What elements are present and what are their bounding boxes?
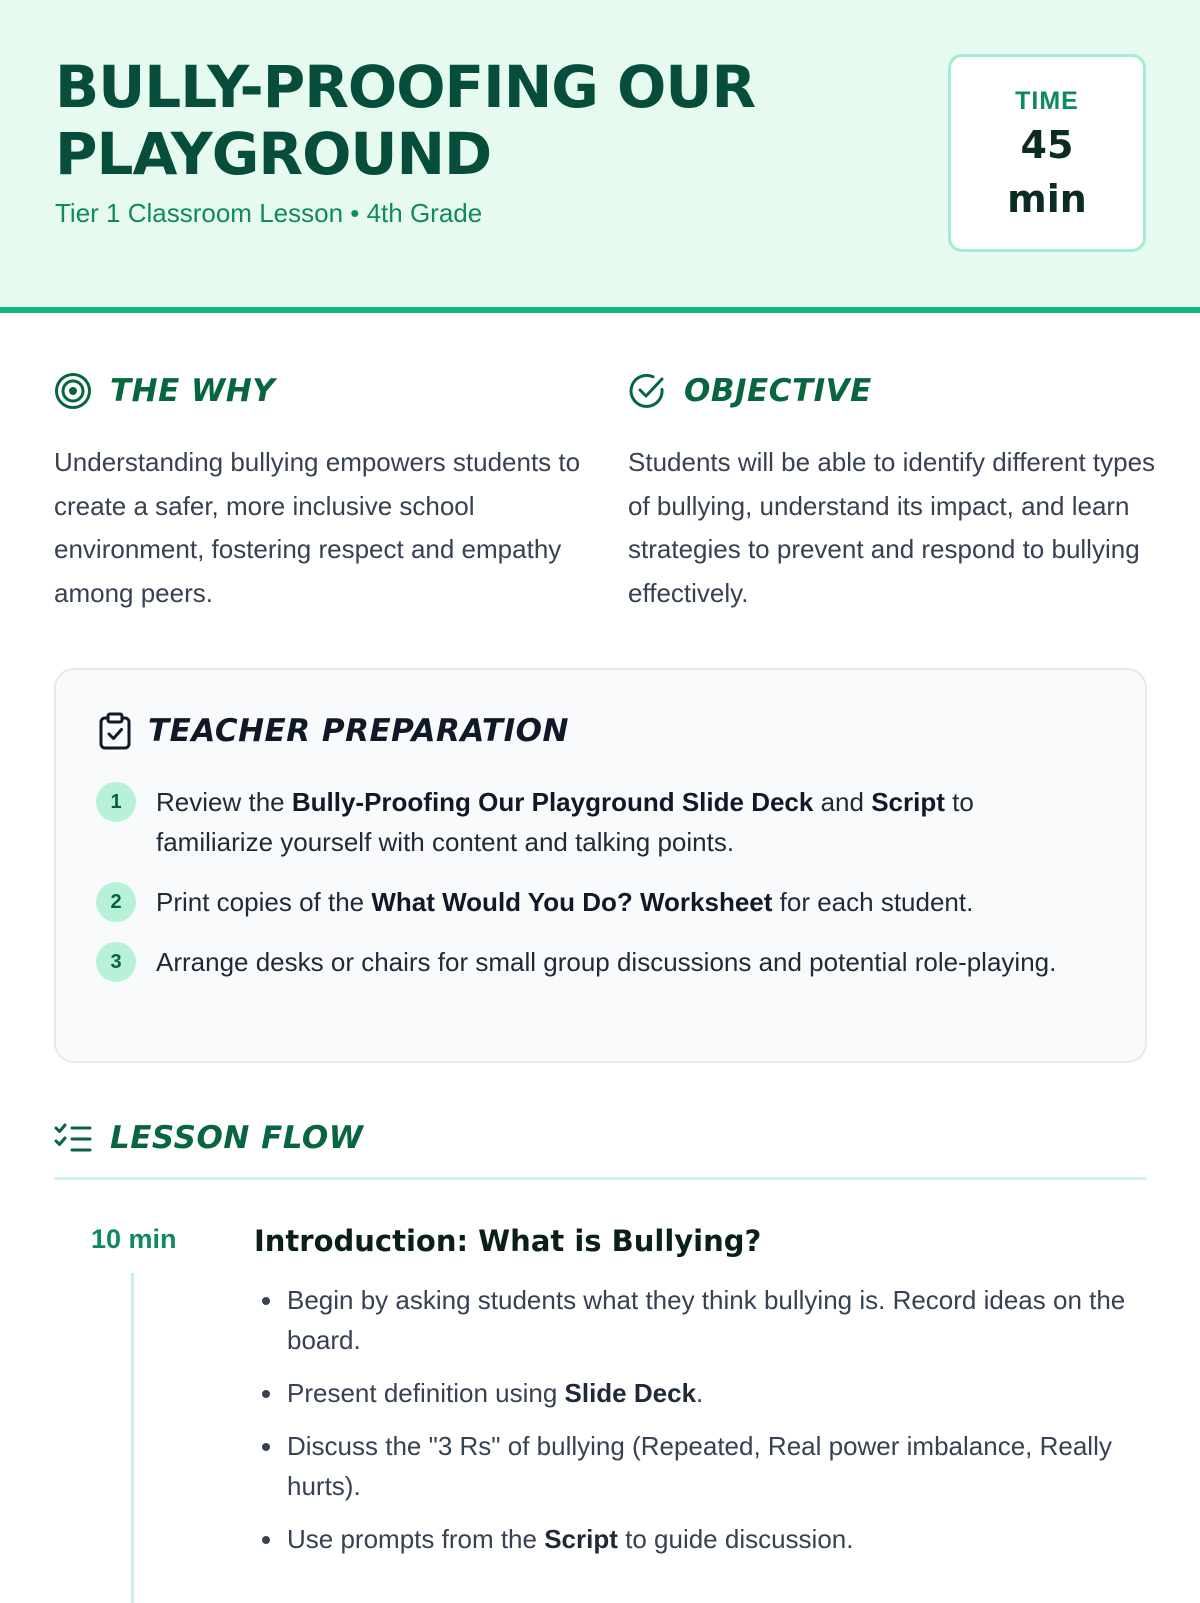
step-text: Print copies of the What Would You Do? Worksheet for each student.	[156, 887, 974, 917]
timeline-line	[131, 1273, 134, 1603]
time-value-number: 45	[1020, 123, 1074, 167]
list-item: Discuss the "3 Rs" of bullying (Repeated, Real power imbalance, Really hurts).	[262, 1426, 1142, 1506]
objective-text: Students will be able to identify different types of bullying, understand its impact, and learn strategies to prevent and respond to bullying effectively.	[628, 447, 1156, 608]
step-text: Arrange desks or chairs for small group discussions and potential role-playing.	[156, 947, 1057, 977]
step-number: 1	[96, 782, 136, 822]
lesson-header	[0, 0, 1200, 313]
title-line-1: BULLY-PROOFING OUR	[55, 53, 756, 121]
lesson-subtitle: Tier 1 Classroom Lesson • 4th Grade	[55, 198, 483, 228]
page-title	[55, 54, 855, 188]
list-item: Present definition using Slide Deck.	[262, 1373, 1142, 1413]
flow-step-bullets	[262, 1280, 1142, 1572]
target-icon	[54, 372, 92, 410]
preparation-step	[96, 782, 1086, 862]
time-value-unit: min	[1007, 177, 1087, 221]
why-title: THE WHY	[110, 373, 276, 409]
lesson-flow-title: LESSON FLOW	[110, 1120, 364, 1156]
check-circle-icon	[628, 372, 666, 410]
time-badge	[948, 54, 1146, 252]
section-divider	[54, 1177, 1147, 1180]
clipboard-check-icon	[98, 712, 132, 750]
preparation-title: TEACHER PREPARATION	[148, 713, 569, 749]
why-text: Understanding bullying empowers students to create a safer, more inclusive school environment, fostering respect and empathy among peers.	[54, 447, 581, 608]
flow-step-title: Introduction: What is Bullying?	[254, 1224, 762, 1258]
step-number: 3	[96, 942, 136, 982]
preparation-heading	[98, 712, 569, 750]
lesson-flow-heading	[54, 1120, 363, 1156]
step-text: Review the Bully-Proofing Our Playground Slide Deck and Script to familiarize yourself with content and talking points.	[156, 787, 974, 857]
list-item: Use prompts from the Script to guide discussion.	[262, 1519, 1142, 1559]
time-value	[951, 118, 1143, 226]
title-line-2: PLAYGROUND	[55, 120, 492, 188]
preparation-step	[96, 882, 1086, 922]
list-item: Begin by asking students what they think bullying is. Record ideas on the board.	[262, 1280, 1142, 1360]
preparation-step	[96, 942, 1086, 982]
step-number: 2	[96, 882, 136, 922]
time-label: TIME	[1015, 87, 1079, 115]
flow-step-time: 10 min	[91, 1224, 177, 1254]
why-heading	[54, 372, 275, 410]
list-check-icon	[54, 1121, 92, 1155]
objective-heading	[628, 372, 872, 410]
objective-title: OBJECTIVE	[684, 373, 872, 409]
teacher-preparation-card	[54, 668, 1147, 1063]
